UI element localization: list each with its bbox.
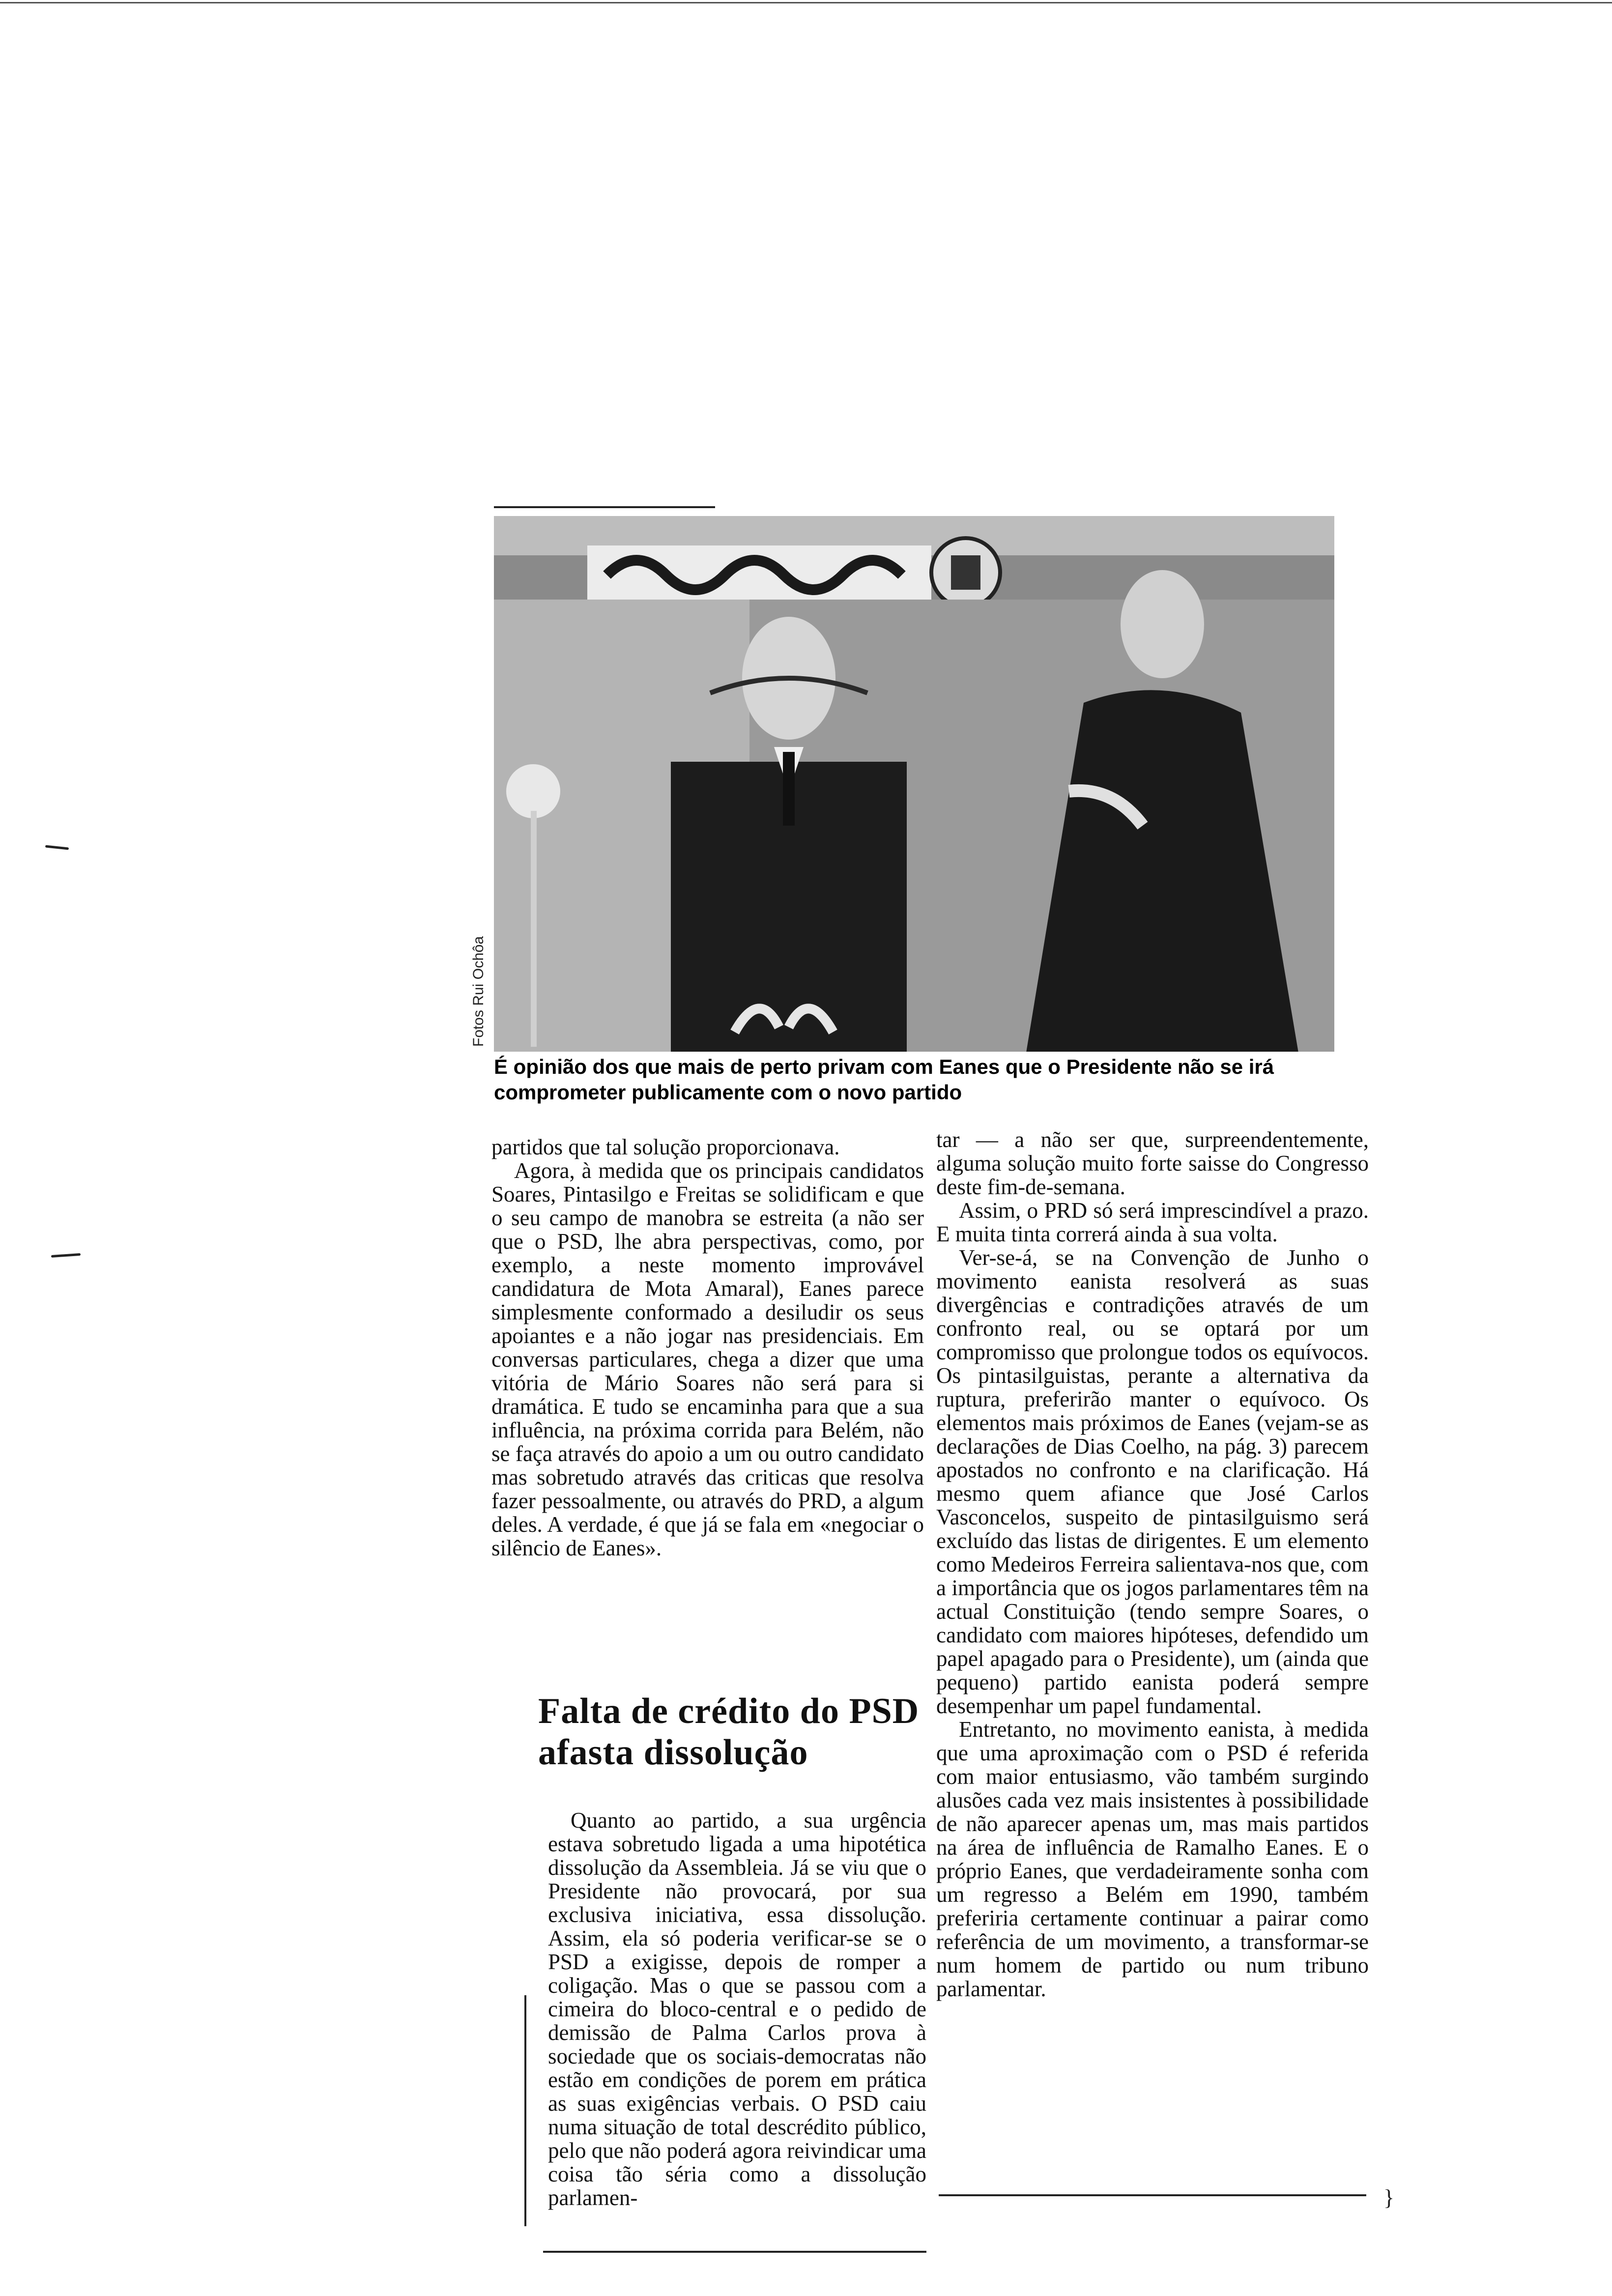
- newspaper-clipping: [469, 487, 1395, 2275]
- end-mark: }: [1383, 2185, 1395, 2210]
- photo-caption: É opinião dos que mais de perto privam com Eanes que o Presidente não se irá comprometer publicamente com o novo partido: [494, 1055, 1274, 1104]
- photo-credit: Fotos Rui Ochôa: [470, 936, 487, 1047]
- paragraph: Quanto ao partido, a sua urgência estava sobretudo ligada a uma hipotética dissolução da Assembleia. Já se viu que o Presidente não provocará, por sua exclusiva iniciativa, essa dissolução. Assim, ela só poderia verificar-se se o PSD a exigisse, depois de romper a coligação. Mas o que se passou com a cimeira do bloco-central e o pedido de demissão de Palma Carlos prova à sociedade que os sociais-democratas não estão em condições de porem em prática as suas exigências verbais. O PSD caiu numa situação de total descrédito público, pelo que não poderá agora reivindicar uma coisa tão séria como a dissolução parlamen-: [548, 1808, 926, 2210]
- margin-mark: [45, 845, 69, 850]
- margin-bracket: [524, 1995, 526, 2226]
- bottom-rule: [939, 2194, 1366, 2196]
- top-rule: [494, 506, 715, 508]
- paragraph: Assim, o PRD só será imprescindível a prazo. E muita tinta correrá ainda à sua volta.: [936, 1198, 1369, 1246]
- scan-edge-line: [0, 2, 1612, 3]
- paragraph: Ver-se-á, se na Convenção de Junho o movimento eanista resolverá as suas divergências e contradições através de um confronto real, ou se optará por um compromisso que prolongue todos os equívocos. Os pintasilguistas, perante a alternativa da ruptura, preferirão manter o equívoco. Os elementos mais próximos de Eanes (vejam-se as declarações de Dias Coelho, na pág. 3) parecem apostados no confronto e na clarificação. Há mesmo quem afiance que José Carlos Vasconcelos, suspeito de pintasilguismo será excluído das listas de dirigentes. E um elemento como Medeiros Ferreira salientava-nos que, com a importância que os jogos parlamentares têm na actual Constituição (tendo sempre Soares, o candidato com maiores hipóteses, defendido um papel apagado para o Presidente), um (ainda que pequeno) partido eanista poderá sempre desempenhar um papel fundamental.: [936, 1245, 1369, 1718]
- article-column-left-continued: [548, 1808, 926, 2210]
- margin-mark: [51, 1253, 81, 1258]
- paragraph: Entretanto, no movimento eanista, à medida que uma aproximação com o PSD é referida com maior entusiasmo, vão também surgindo alusões cada vez mais insistentes à possibilidade de não aparecer apenas um, mas mais partidos na área de influência de Ramalho Eanes. E o próprio Eanes, que verdadeiramente sonha com um regresso a Belém em 1990, também preferiria certamente continuar a pairar como referência de um movimento, a transformar-se num homem de partido ou num tribuno parlamentar.: [936, 1717, 1369, 2001]
- article-column-left: [491, 1135, 924, 1560]
- article-column-right: [936, 1128, 1369, 2001]
- paragraph: tar — a não ser que, surpreendentemente, alguma solução muito forte saisse do Congresso deste fim-de-semana.: [936, 1127, 1369, 1199]
- bottom-rule: [543, 2251, 926, 2253]
- section-subheading: Falta de crédito do PSD afasta dissolução: [538, 1691, 920, 1773]
- news-photo: [494, 516, 1334, 1052]
- paragraph: Agora, à medida que os principais candidatos Soares, Pintasilgo e Freitas se solidificam e que o seu campo de manobra se estreita (a não ser que o PSD, lhe abra perspectivas, como, por exemplo, a neste momento improvável candidatura de Mota Amaral), Eanes parece simplesmente conformado a desiludir os seus apoiantes e a não jogar nas presidenciais. Em conversas particulares, chega a dizer que uma vitória de Mário Soares não será para si dramática. E tudo se encaminha para que a sua influência, na próxima corrida para Belém, não se faça através do apoio a um ou outro candidato mas sobretudo através das criticas que resolva fazer pessoalmente, ou através do PRD, a algum deles. A verdade, é que já se fala em «negociar o silêncio de Eanes».: [491, 1158, 924, 1560]
- paragraph: partidos que tal solução proporcionava.: [491, 1135, 840, 1159]
- photo-illustration: [494, 516, 1334, 1052]
